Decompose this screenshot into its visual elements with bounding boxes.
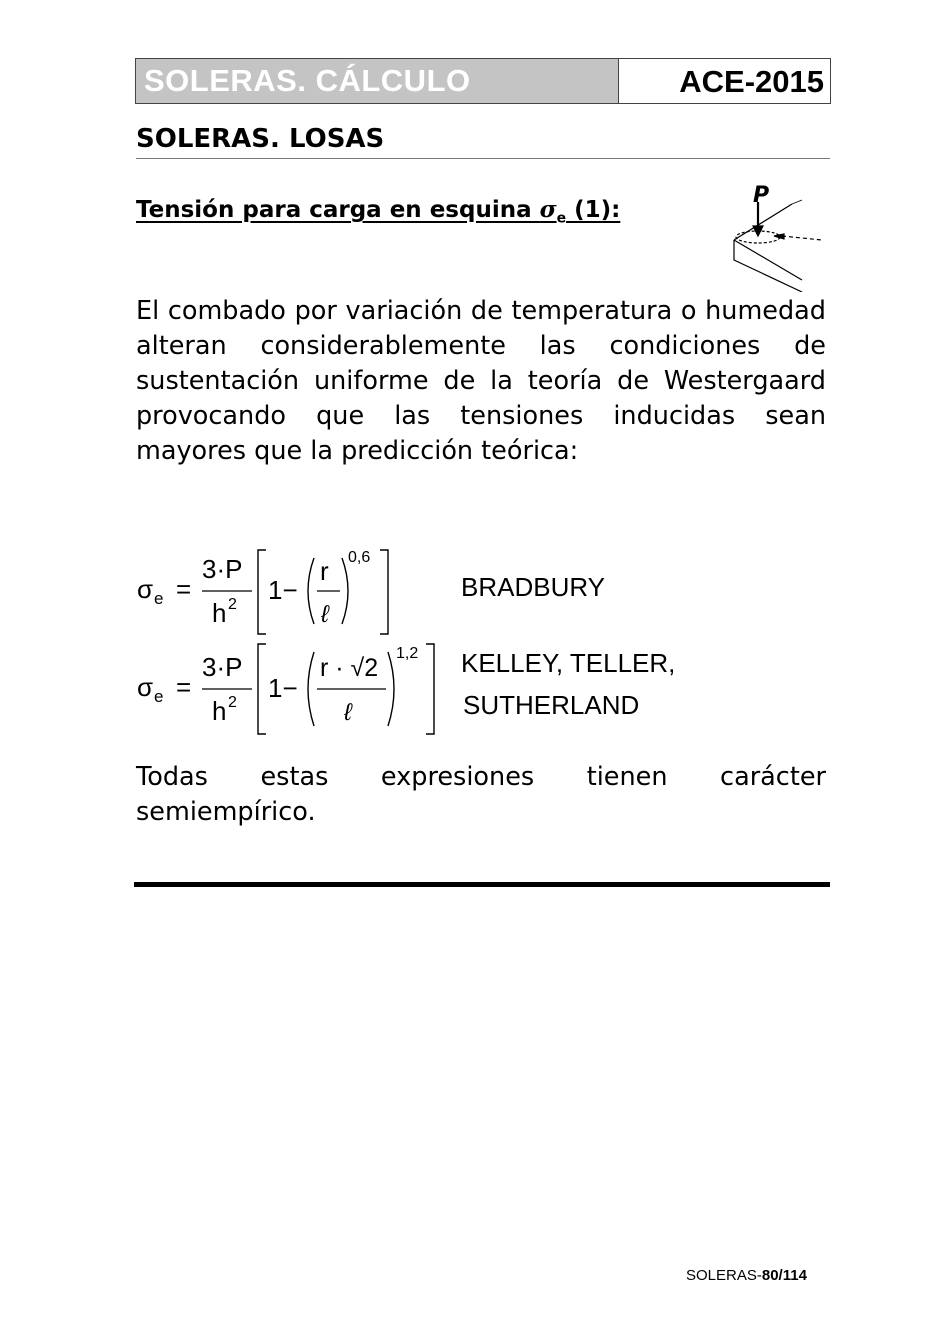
numerator: 3·P	[202, 652, 243, 682]
numerator: 3·P	[202, 554, 243, 584]
corner-load-figure	[722, 182, 830, 292]
header-code: ACE-2015	[679, 64, 824, 99]
denominator-exponent: 2	[228, 596, 237, 613]
fraction-top: r	[320, 556, 329, 586]
subtitle	[136, 196, 620, 227]
ell-symbol: ℓ	[344, 699, 352, 726]
formula-bradbury	[130, 540, 420, 640]
page-number: 80/114	[761, 1267, 807, 1284]
paragraph-conclusion: Todas estas expresiones tienen carácter semiempírico.	[136, 762, 826, 827]
equals-sign: =	[176, 574, 192, 604]
denominator: h	[212, 598, 227, 628]
subtitle-suffix: (1):	[566, 197, 621, 223]
section-divider	[134, 882, 830, 887]
denominator: h	[212, 696, 227, 726]
formula-name-sutherland: SUTHERLAND	[463, 690, 640, 720]
formula-kelley	[130, 638, 450, 738]
formula-name-kelley-teller: KELLEY, TELLER,	[461, 648, 676, 678]
sigma-symbol: σ	[137, 672, 154, 702]
ell-symbol: ℓ	[321, 601, 329, 628]
exponent: 0,6	[348, 549, 371, 566]
fraction-top: r · √2	[320, 654, 379, 682]
subtitle-sub: e	[556, 210, 567, 227]
footer-prefix: SOLERAS-	[686, 1267, 762, 1284]
page-header	[135, 58, 831, 104]
figure-load-label: P	[753, 183, 770, 208]
header-topic: SOLERAS. CÁLCULO	[136, 59, 619, 103]
page-footer	[686, 1267, 807, 1284]
formula-name-bradbury: BRADBURY	[461, 572, 606, 602]
sigma-subscript: e	[154, 687, 164, 706]
paragraph-intro: El combado por variación de temperatura o humedad alteran considerablemente las condiciones de sustentación uniforme de la teoría de Westergaard provocando que las tensiones inducidas sean mayores que la predicción teórica:	[136, 296, 826, 466]
subtitle-sigma: σ	[539, 196, 557, 223]
one-minus: 1−	[268, 575, 298, 605]
sigma-symbol: σ	[137, 574, 154, 604]
denominator-exponent: 2	[228, 694, 237, 711]
subtitle-prefix: Tensión para carga en esquina	[136, 197, 540, 223]
sigma-subscript: e	[154, 589, 164, 608]
one-minus: 1−	[268, 673, 298, 703]
exponent: 1,2	[396, 645, 419, 662]
equals-sign: =	[176, 672, 192, 702]
section-title: SOLERAS. LOSAS	[136, 124, 830, 159]
